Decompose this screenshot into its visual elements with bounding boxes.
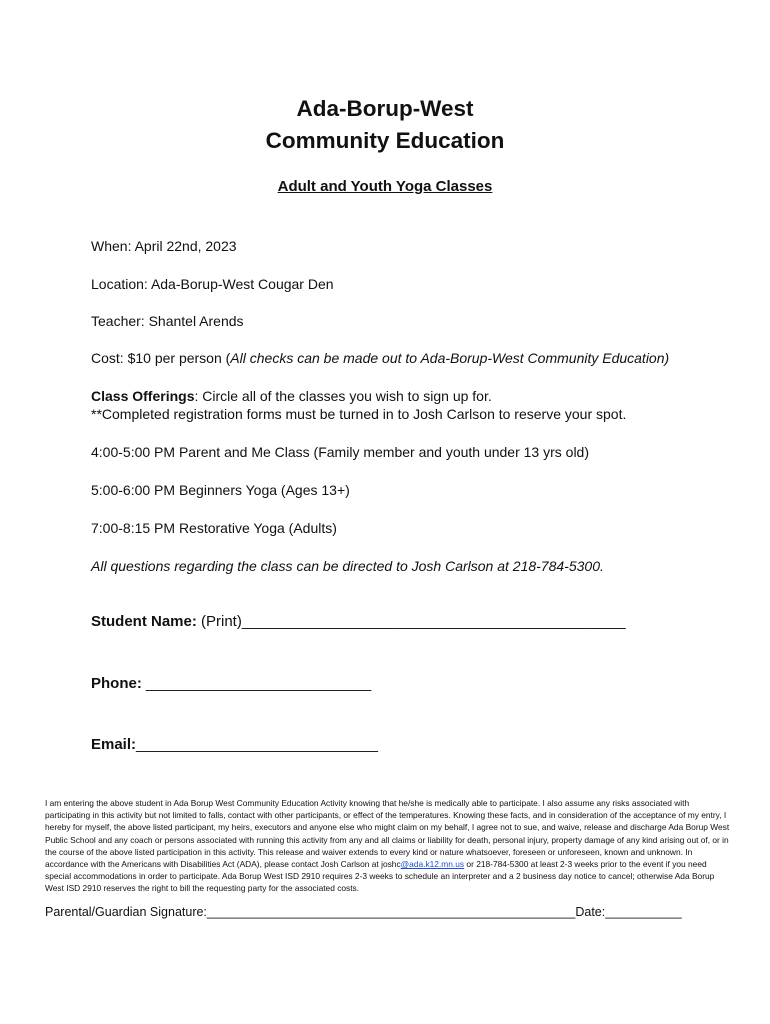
cost-line (91, 349, 669, 367)
subtitle: Adult and Youth Yoga Classes (277, 178, 493, 195)
email-blank[interactable]: _____________________________ (136, 736, 378, 753)
class-item: 5:00-6:00 PM Beginners Yoga (Ages 13+) (91, 482, 350, 498)
offerings-line (91, 387, 492, 405)
class-item: 4:00-5:00 PM Parent and Me Class (Family member and youth under 13 yrs old) (91, 444, 590, 460)
student-name-label: Student Name: (91, 613, 197, 630)
signature-line[interactable]: Parental/Guardian Signature:_____________________________________________________Date:___________ (45, 905, 682, 919)
email-field[interactable] (91, 736, 378, 753)
title-line-2: Community Education (265, 128, 505, 153)
cost-text: Cost: $10 per person ( (91, 350, 231, 366)
offerings-instruction: : Circle all of the classes you wish to sign up for. (194, 388, 492, 404)
phone-label: Phone: (91, 675, 142, 692)
title-line-1: Ada-Borup-West (296, 96, 474, 121)
student-name-blank[interactable]: (Print)______________________________________________ (196, 613, 626, 630)
class-item: 7:00-8:15 PM Restorative Yoga (Adults) (91, 520, 337, 536)
student-name-field[interactable] (91, 613, 626, 630)
waiver-body: I am entering the above student in Ada Borup West Community Education Activity knowing that he/she is medically able to participate. I also assume any risks associated with participating in this activity but not limited to falls, contact with other participants, or effect of the temperatures. Knowing these facts, and in consideration of the acceptance of my entry, I hereby for myself, the above listed participant, my heirs, executors and anyone else who might claim on my behalf, I agree not to sue, and waive, release and discharge Ada Borup West Public School and any coach or persons associated with running this activity from any and all claims or liability for death, personal injury, property damage of any kind arising out of, or in the course of the above listed participation in this activity. This release and waiver extends to every kind or nature whatsoever, foreseen or unforeseen, known and unknown. In accordance with the Americans with Disabilities Act (ADA), please contact Josh Carlson at joshc (45, 798, 730, 870)
cost-note: All checks can be made out to Ada-Borup-West Community Education) (230, 350, 670, 366)
offerings-note: **Completed registration forms must be turned in to Josh Carlson to reserve your spot. (91, 406, 627, 422)
email-label: Email: (91, 736, 137, 753)
phone-blank[interactable]: ___________________________ (141, 675, 372, 692)
waiver-email-link[interactable]: @ada.k12.mn.us (400, 859, 465, 870)
waiver-text (45, 797, 730, 895)
when-line: When: April 22nd, 2023 (91, 238, 237, 254)
phone-field[interactable] (91, 675, 371, 692)
offerings-label: Class Offerings (91, 388, 195, 404)
teacher-line: Teacher: Shantel Arends (91, 313, 244, 329)
questions-line: All questions regarding the class can be directed to Josh Carlson at 218-784-5300. (91, 558, 604, 574)
location-line: Location: Ada-Borup-West Cougar Den (91, 276, 334, 292)
waiver-body-end: or 218-784-5300 at least 2-3 weeks prior to the event if you need special accommodations in order to participate. Ada Borup West ISD 2910 requires 2-3 weeks to schedule an interpreter and a 2 business day notice to cancel; otherwise Ada Borup West ISD 2910 reserves the right to bill the requesting party for the associated costs. (45, 859, 715, 894)
